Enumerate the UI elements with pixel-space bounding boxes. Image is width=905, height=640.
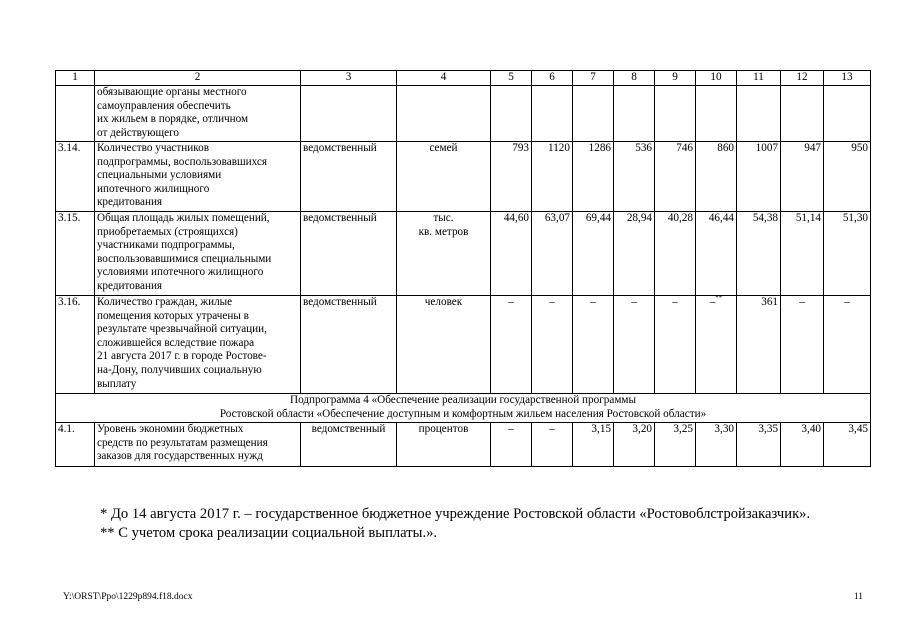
source-cell: ведомственный [301,212,397,296]
row-number: 4.1. [56,423,95,467]
value-cell: 1286 [573,142,614,212]
source-cell [301,86,397,142]
value-cell: 28,94 [614,212,655,296]
header-cell-5: 5 [491,71,532,86]
indicator-name [95,423,301,467]
value-cell: – [655,296,696,394]
value-cell [781,86,824,142]
text-line: сложившейся вследствие пожара [97,336,255,349]
text-line: средств по результатам размещения [97,436,268,449]
text-line: от действующего [97,126,179,139]
value-cell: – [491,423,532,467]
row-number: 3.16. [56,296,95,394]
value-cell: 1120 [532,142,573,212]
text-line: Количество участников [97,142,209,154]
text-line: участниками подпрограммы, [97,239,235,252]
value-cell [696,86,737,142]
indicator-name [95,142,301,212]
text-line: воспользовавшимися специальными [97,252,272,265]
text-line: 21 августа 2017 г. в городе Ростове- [97,350,267,363]
header-cell-8: 8 [614,71,655,86]
text-line: Уровень экономии бюджетных [97,423,244,435]
table-row-continuation [56,86,871,142]
unit-cell [397,86,491,142]
value-cell: 947 [781,142,824,212]
value-cell: 63,07 [532,212,573,296]
value-cell: 746 [655,142,696,212]
page-number: 11 [853,592,863,602]
value-cell: 3,25 [655,423,696,467]
value-cell: – [824,296,871,394]
header-cell-4: 4 [397,71,491,86]
text-line: выплату [97,377,137,390]
table-row-4-1 [56,423,871,467]
value-text: – [709,296,716,308]
unit-cell [397,296,491,394]
value-cell: 3,20 [614,423,655,467]
text-line: Общая площадь жилых помещений, [97,212,270,224]
value-cell: 51,14 [781,212,824,296]
file-path-footer: Y:\ORST\Ppo\1229p894.f18.docx [63,592,193,602]
header-cell-2: 2 [95,71,301,86]
footnote-1: * До 14 августа 2017 г. – государственное бюджетное учреждение Ростовской области «Ростовоблстройзаказчик». [100,506,811,522]
indicators-table [55,70,871,467]
value-cell: 3,40 [781,423,824,467]
text-line: результате чрезвычайной ситуации, [97,323,267,336]
value-cell [824,86,871,142]
value-cell [573,86,614,142]
row-number: 3.15. [56,212,95,296]
value-cell: 3,35 [737,423,781,467]
value-cell: 69,44 [573,212,614,296]
header-cell-12: 12 [781,71,824,86]
unit-cell [397,423,491,467]
value-cell: – [491,296,532,394]
unit-line: кв. метров [418,225,469,238]
value-cell [655,86,696,142]
indicator-name [95,86,301,142]
source-cell: ведомственный [301,296,397,394]
value-cell: – [781,296,824,394]
header-cell-10: 10 [696,71,737,86]
value-cell: 3,15 [573,423,614,467]
subprogram-4-title [56,394,871,423]
text-line: подпрограммы, воспользовавшихся [97,155,268,168]
value-cell [491,86,532,142]
unit-line: человек [424,296,463,308]
text-line: приобретаемых (строящихся) [97,225,238,238]
value-cell: 361 [737,296,781,394]
value-cell: 3,45 [824,423,871,467]
text-line: самоуправления обеспечить [97,99,231,112]
value-cell: 950 [824,142,871,212]
text-line: кредитования [97,279,163,292]
footnotes [100,505,810,543]
text-line: специальными условиями [97,169,222,182]
text-line: заказов для государственных нужд [97,450,263,463]
header-cell-9: 9 [655,71,696,86]
header-cell-7: 7 [573,71,614,86]
indicator-name [95,296,301,394]
footnote-2: ** С учетом срока реализации социальной выплаты.». [100,525,438,541]
source-cell: ведомственный [301,142,397,212]
footnote-mark: ** [715,295,723,302]
value-cell [532,86,573,142]
value-cell: 536 [614,142,655,212]
value-cell: – [573,296,614,394]
header-cell-6: 6 [532,71,573,86]
section-line: Ростовской области «Обеспечение доступным и комфортным жильем населения Ростовской области» [219,407,707,420]
value-cell: – [532,423,573,467]
value-cell: – [614,296,655,394]
text-line: их жильем в порядке, отличном [97,113,249,126]
value-cell: 51,30 [824,212,871,296]
value-cell: 1007 [737,142,781,212]
unit-line: семей [429,142,458,154]
text-line: помещения которых утрачены в [97,309,249,322]
value-cell [614,86,655,142]
value-cell: 3,30 [696,423,737,467]
header-cell-11: 11 [737,71,781,86]
header-cell-13: 13 [824,71,871,86]
header-cell-1: 1 [56,71,95,86]
value-cell: 793 [491,142,532,212]
source-cell: ведомственный [301,423,397,467]
row-number [56,86,95,142]
value-cell [696,296,737,394]
unit-cell [397,212,491,296]
indicator-name [95,212,301,296]
value-cell [737,86,781,142]
row-number: 3.14. [56,142,95,212]
text-line: кредитования [97,196,163,209]
column-number-header-row [56,71,871,86]
section-line: Подпрограмма 4 «Обеспечение реализации государственной программы [289,394,637,406]
value-cell: – [532,296,573,394]
table-row-3-15 [56,212,871,296]
text-line: Количество граждан, жилые [97,296,233,308]
value-cell: 44,60 [491,212,532,296]
table-row-3-16 [56,296,871,394]
value-cell: 40,28 [655,212,696,296]
text-line: ипотечного жилищного [97,182,210,195]
text-line: на-Дону, получивших социальную [97,363,262,376]
section-header-row [56,394,871,423]
text-line: обязывающие органы местного [97,86,247,98]
value-cell: 860 [696,142,737,212]
table-row-3-14 [56,142,871,212]
value-cell: 54,38 [737,212,781,296]
unit-cell [397,142,491,212]
value-cell: 46,44 [696,212,737,296]
unit-line: процентов [418,423,469,435]
text-line: условиями ипотечного жилищного [97,266,264,279]
unit-line: тыс. [433,212,454,224]
header-cell-3: 3 [301,71,397,86]
